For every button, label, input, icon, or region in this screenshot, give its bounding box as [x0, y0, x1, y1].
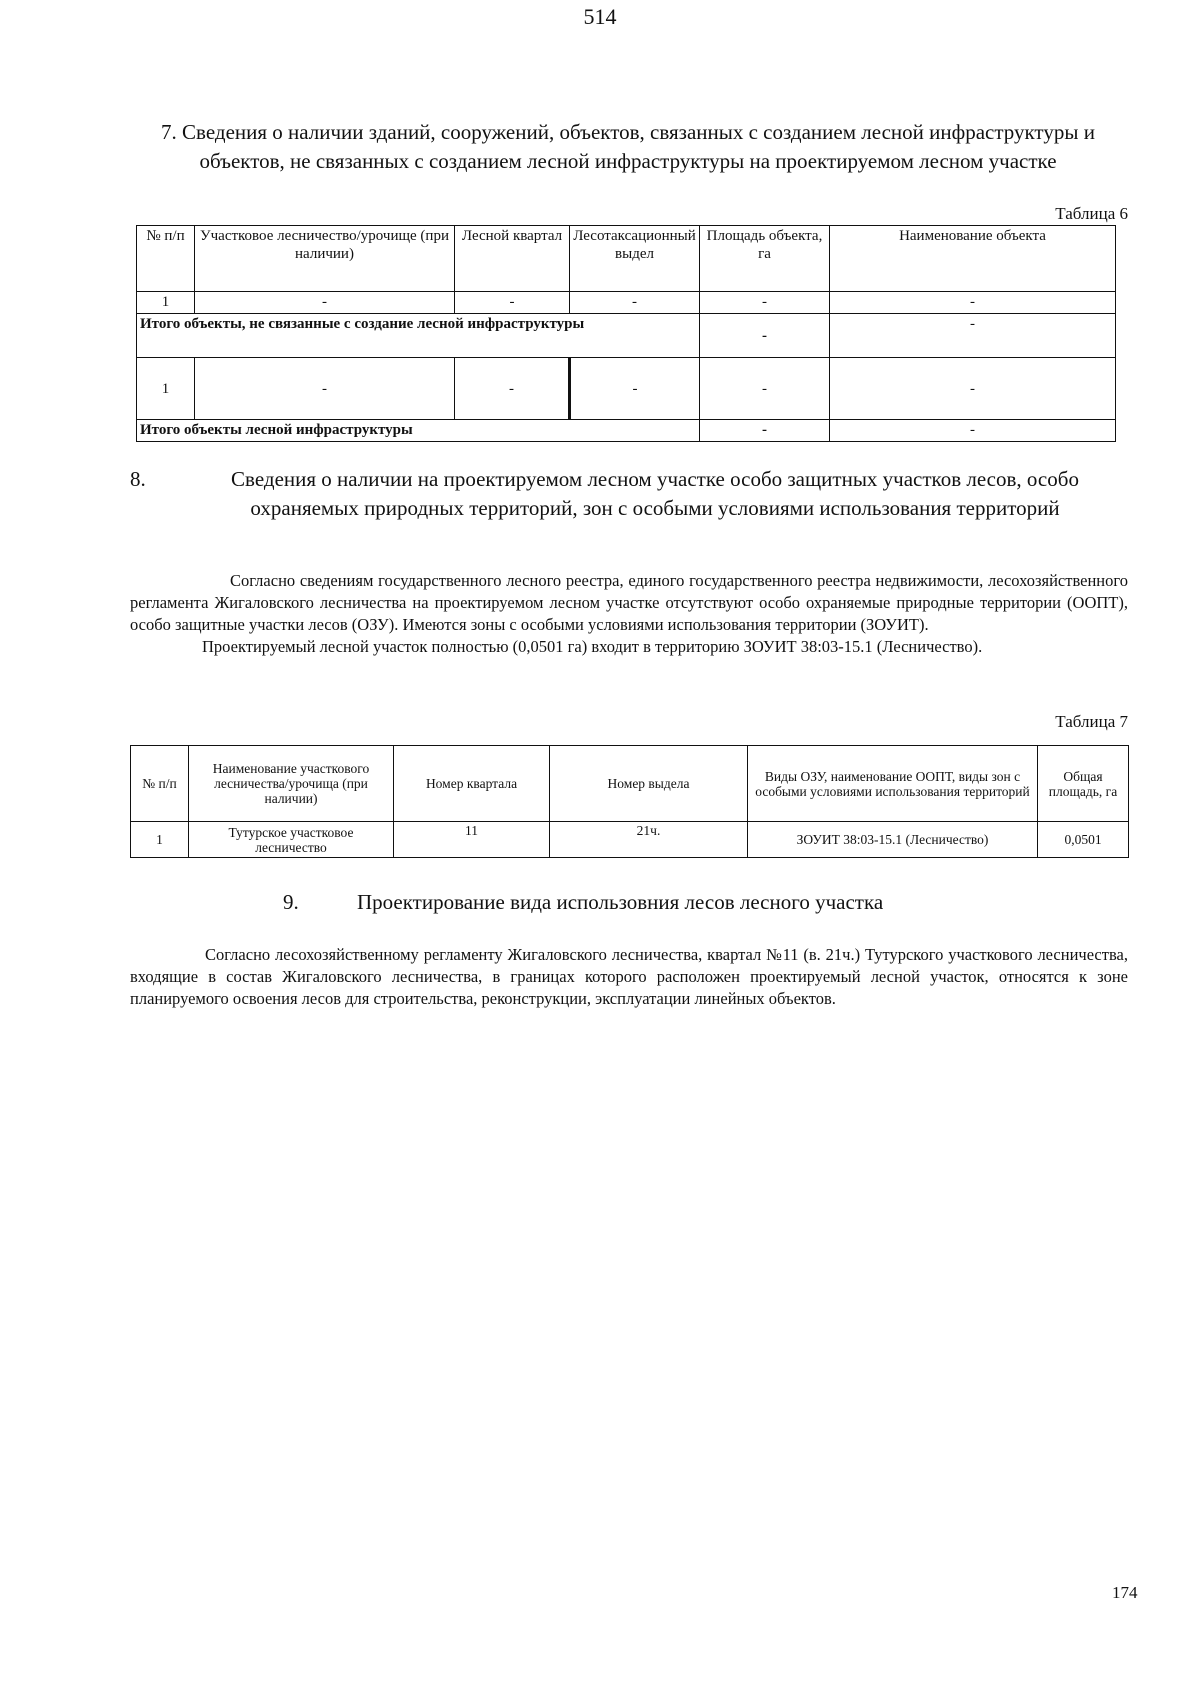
table-cell: -: [700, 358, 830, 420]
section-8-title: Сведения о наличии на проектируемом лесном участке особо защитных участков лесов, особо охраняемых природных территорий, зон с особыми условиями использования территорий: [231, 467, 1079, 520]
page-number-bottom: 174: [1112, 1583, 1138, 1602]
table-6-header-cell: № п/п: [137, 226, 195, 292]
table-6-caption: Таблица 6: [1055, 204, 1128, 223]
table-cell: -: [570, 292, 700, 314]
table-cell: 11: [394, 822, 550, 858]
section-7-title: Сведения о наличии зданий, сооружений, объектов, связанных с созданием лесной инфраструктуры и объектов, не связанных с созданием лесной инфраструктуры на проектируемом лесном участке: [182, 120, 1095, 173]
table-cell: 1: [137, 292, 195, 314]
table-6: [136, 225, 1116, 442]
table-subtotal-row: [137, 420, 1116, 442]
section-7-heading: [128, 118, 1128, 176]
table-7-header-cell: № п/п: [131, 746, 189, 822]
table-7-caption: Таблица 7: [1055, 712, 1128, 731]
table-cell: 0,0501: [1038, 822, 1129, 858]
table-6-header-row: [137, 226, 1116, 292]
table-7-header-cell: Номер выдела: [550, 746, 748, 822]
subtotal-label: Итого объекты, не связанные с создание лесной инфраструктуры: [137, 314, 700, 358]
section-8-number: 8.: [130, 467, 146, 491]
table-7-header-cell: Наименование участкового лесничества/урочища (при наличии): [189, 746, 394, 822]
table-cell: -: [455, 292, 570, 314]
table-6-header-cell: Наименование объекта: [830, 226, 1116, 292]
table-cell: Тутурское участковое лесничество: [189, 822, 394, 858]
table-6-header-cell: Лесотаксационный выдел: [570, 226, 700, 292]
table-row: [137, 292, 1116, 314]
table-6-header-cell: Площадь объекта, га: [700, 226, 830, 292]
table-7: [130, 745, 1129, 858]
section-9-paragraph: Согласно лесохозяйственному регламенту Жигаловского лесничества, квартал №11 (в. 21ч.) Тутурского участкового лесничества, входящие в состав Жигаловского лесничества, в границах которого расположен проектируемый лесной участок, относятся к зоне планируемого освоения лесов для строительства, реконструкции, эксплуатации линейных объектов.: [130, 945, 1128, 1008]
table-cell: -: [830, 358, 1116, 420]
table-7-header-row: [131, 746, 1129, 822]
table-cell: -: [570, 358, 700, 420]
table-cell: -: [455, 358, 570, 420]
section-9-text: [130, 944, 1128, 1010]
table-row: [131, 822, 1129, 858]
table-cell: 21ч.: [550, 822, 748, 858]
table-cell: -: [700, 292, 830, 314]
table-6-header-cell: Участковое лесничество/урочище (при наличии): [195, 226, 455, 292]
table-cell: ЗОУИТ 38:03-15.1 (Лесничество): [748, 822, 1038, 858]
table-cell: -: [195, 358, 455, 420]
subtotal-object-name: -: [830, 314, 1116, 358]
table-7-header-cell: Общая площадь, га: [1038, 746, 1129, 822]
table-cell: 1: [131, 822, 189, 858]
table-7-header-cell: Номер квартала: [394, 746, 550, 822]
page-number-top: 514: [583, 4, 617, 29]
subtotal-object-name: -: [830, 420, 1116, 442]
subtotal-area: -: [700, 420, 830, 442]
subtotal-area: -: [700, 314, 830, 358]
section-8-paragraph-1: Согласно сведениям государственного лесного реестра, единого государственного реестра недвижимости, лесохозяйственного регламента Жигаловского лесничества на проектируемом лесном участке отсутствуют особо охраняемые природные территории (ООПТ), особо защитные участки лесов (ОЗУ). Имеются зоны с особыми условиями использования территории (ЗОУИТ).: [130, 571, 1128, 634]
section-8-text: [130, 570, 1128, 658]
table-7-header-cell: Виды ОЗУ, наименование ООПТ, виды зон с особыми условиями использования территорий: [748, 746, 1038, 822]
table-cell: -: [195, 292, 455, 314]
table-cell: -: [830, 292, 1116, 314]
section-9-title: Проектирование вида использовния лесов лесного участка: [357, 890, 884, 914]
section-9-number: 9.: [283, 890, 299, 914]
subtotal-label: Итого объекты лесной инфраструктуры: [137, 420, 700, 442]
section-8-paragraph-2: Проектируемый лесной участок полностью (0,0501 га) входит в территорию ЗОУИТ 38:03-15.1 (Лесничество).: [202, 637, 983, 656]
table-6-header-cell: Лесной квартал: [455, 226, 570, 292]
table-subtotal-row: [137, 314, 1116, 358]
table-row: [137, 358, 1116, 420]
table-cell: 1: [137, 358, 195, 420]
section-7-number: 7.: [161, 120, 177, 144]
